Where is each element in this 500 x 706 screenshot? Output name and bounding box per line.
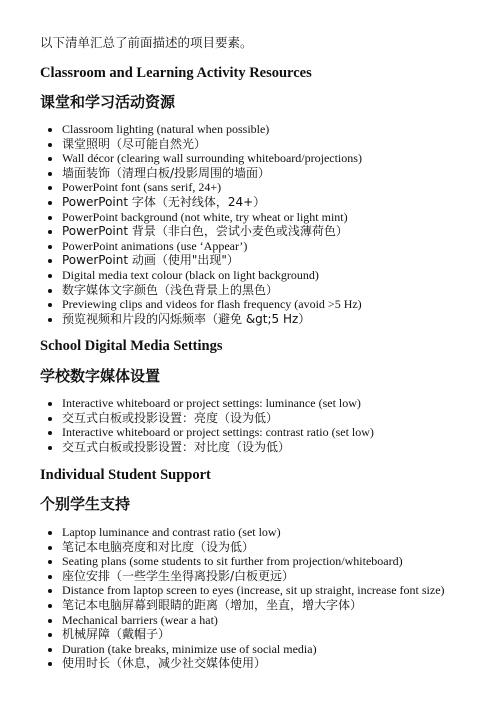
list-item: Classroom lighting (natural when possible) bbox=[46, 122, 362, 137]
list-item: 笔记本电脑屏幕到眼睛的距离（增加，坐直，增大字体） bbox=[46, 598, 445, 613]
section-heading-en: Individual Student Support bbox=[40, 467, 211, 483]
section-heading-zh: 课堂和学习活动资源 bbox=[40, 93, 176, 111]
list-item: Seating plans (some students to sit further from projection/whiteboard) bbox=[46, 554, 445, 569]
section-heading-zh: 个别学生支持 bbox=[40, 495, 131, 513]
student-support-list bbox=[46, 525, 445, 671]
list-item: PowerPoint 动画（使用"出现"） bbox=[46, 253, 362, 268]
list-item: 交互式白板或投影设置：亮度（设为低） bbox=[46, 411, 374, 426]
list-item: Duration (take breaks, minimize use of social media) bbox=[46, 642, 445, 657]
section-heading-en: School Digital Media Settings bbox=[40, 338, 223, 354]
list-item: 课堂照明（尽可能自然光） bbox=[46, 137, 362, 152]
list-item: 笔记本电脑亮度和对比度（设为低） bbox=[46, 540, 445, 555]
list-item: Wall décor (clearing wall surrounding whiteboard/projections) bbox=[46, 151, 362, 166]
resource-list bbox=[46, 122, 362, 326]
list-item: 座位安排（一些学生坐得离投影/白板更远） bbox=[46, 569, 445, 584]
list-item: 墙面装饰（清理白板/投影周围的墙面） bbox=[46, 166, 362, 181]
list-item: Distance from laptop screen to eyes (increase, sit up straight, increase font size) bbox=[46, 583, 445, 598]
list-item: 交互式白板或投影设置：对比度（设为低） bbox=[46, 440, 374, 455]
list-item: 机械屏障（戴帽子） bbox=[46, 627, 445, 642]
list-item: 数字媒体文字颜色（浅色背景上的黑色） bbox=[46, 283, 362, 298]
list-item: Interactive whiteboard or project settings: luminance (set low) bbox=[46, 396, 374, 411]
list-item: 使用时长（休息，减少社交媒体使用） bbox=[46, 656, 445, 671]
list-item: PowerPoint background (not white, try wheat or light mint) bbox=[46, 210, 362, 225]
list-item: PowerPoint font (sans serif, 24+) bbox=[46, 180, 362, 195]
list-item: PowerPoint animations (use ‘Appear’) bbox=[46, 239, 362, 254]
settings-list bbox=[46, 396, 374, 454]
section-heading-en: Classroom and Learning Activity Resources bbox=[40, 65, 312, 81]
list-item: Digital media text colour (black on light background) bbox=[46, 268, 362, 283]
list-item: Mechanical barriers (wear a hat) bbox=[46, 613, 445, 628]
intro-text: 以下清单汇总了前面描述的项目要素。 bbox=[40, 35, 253, 50]
list-item: Previewing clips and videos for flash frequency (avoid >5 Hz) bbox=[46, 297, 362, 312]
list-item: PowerPoint 字体（无衬线体，24+） bbox=[46, 195, 362, 210]
list-item: PowerPoint 背景（非白色，尝试小麦色或浅薄荷色） bbox=[46, 224, 362, 239]
list-item: Interactive whiteboard or project settings: contrast ratio (set low) bbox=[46, 425, 374, 440]
list-item: Laptop luminance and contrast ratio (set low) bbox=[46, 525, 445, 540]
section-heading-zh: 学校数字媒体设置 bbox=[40, 367, 161, 385]
list-item: 预览视频和片段的闪烁频率（避免 &gt;5 Hz） bbox=[46, 312, 362, 327]
